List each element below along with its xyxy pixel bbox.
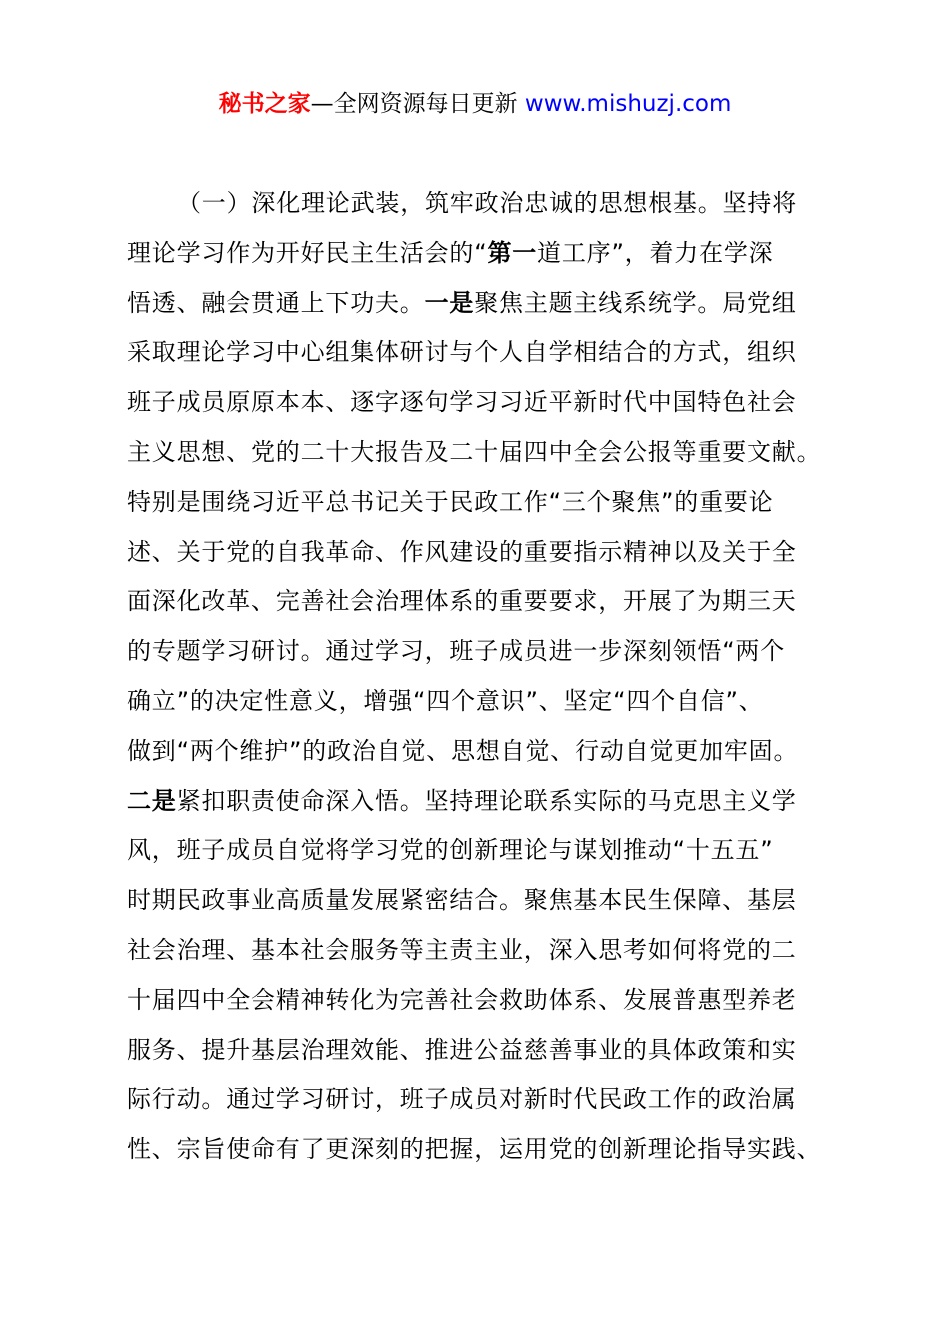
text-span: 理论学习作为开好民主生活会的“	[127, 238, 488, 267]
text-line: 主义思想、党的二十大报告及二十届四中全会公报等重要文献。	[127, 437, 822, 466]
text-line: 面深化改革、完善社会治理体系的重要要求，开展了为期三天	[127, 587, 797, 616]
text-line	[127, 777, 847, 827]
text-span: 聚焦主题主线系统学。局党组	[474, 288, 797, 317]
bold-emphasis: 一是	[424, 288, 475, 317]
text-line: 社会治理、基本社会服务等主责主业，深入思考如何将党的二	[127, 935, 797, 964]
text-line: 做到“两个维护”的政治自觉、思想自觉、行动自觉更加牢固。	[127, 736, 799, 765]
text-line: 述、关于党的自我革命、作风建设的重要指示精神以及关于全	[127, 537, 797, 566]
site-url-link[interactable]: www.mishuzj.com	[524, 91, 732, 117]
text-line: 际行动。通过学习研讨，班子成员对新时代民政工作的政治属	[127, 1085, 797, 1114]
text-line: 确立”的决定性意义，增强“四个意识”、坚定“四个自信”、	[127, 686, 764, 715]
text-line: 时期民政事业高质量发展紧密结合。聚焦基本民生保障、基层	[127, 886, 797, 915]
text-span: 紧扣职责使命深入悟。坚持理论联系实际的马克思主义学	[176, 786, 797, 815]
text-span: 悟透、融会贯通上下功夫。	[127, 288, 425, 317]
header-tagline: —全网资源每日更新	[310, 91, 525, 117]
text-line: 风，班子成员自觉将学习党的创新理论与谋划推动“十五五”	[127, 836, 774, 865]
site-name: 秘书之家	[218, 91, 311, 117]
text-line: 的专题学习研讨。通过学习，班子成员进一步深刻领悟“两个	[127, 637, 786, 666]
bold-emphasis: 二是	[127, 786, 177, 815]
text-line: 特别是围绕习近平总书记关于民政工作“三个聚焦”的重要论	[127, 487, 774, 516]
text-line	[127, 279, 847, 329]
text-line: 班子成员原原本本、逐字逐句学习习近平新时代中国特色社会	[127, 388, 797, 417]
text-line: 十届四中全会精神转化为完善社会救助体系、发展普惠型养老	[127, 985, 797, 1014]
page-header	[0, 86, 950, 122]
text-line: （一）深化理论武装，筑牢政治忠诚的思想根基。坚持将	[177, 189, 797, 217]
bold-emphasis: 第一	[487, 238, 538, 267]
text-span: 道工序”，着力在学深	[537, 238, 774, 267]
text-line	[127, 229, 847, 279]
text-line: 性、宗旨使命有了更深刻的把握，运用党的创新理论指导实践、	[127, 1135, 822, 1164]
text-line: 服务、提升基层治理效能、推进公益慈善事业的具体政策和实	[127, 1035, 797, 1064]
text-line: 采取理论学习中心组集体研讨与个人自学相结合的方式，组织	[127, 338, 797, 367]
document-body	[127, 179, 847, 1175]
